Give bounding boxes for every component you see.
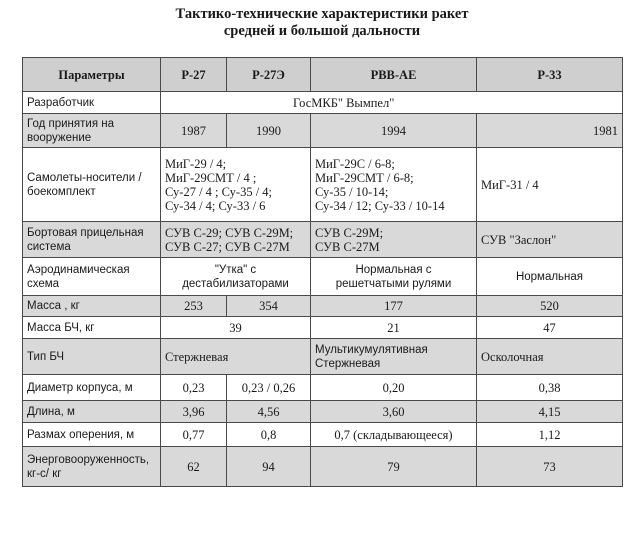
year-r33: 1981 — [477, 114, 623, 148]
warhead-type-rvv-line: Мультикумулятивная — [315, 343, 428, 356]
carriers-r27 — [161, 148, 311, 222]
energy-rvv-ae: 79 — [311, 447, 477, 487]
aero-r27 — [161, 258, 311, 296]
row-label: Год принятия на вооружение — [23, 114, 161, 148]
row-label: Энерговооруженность, кг-с/ кг — [23, 447, 161, 487]
diameter-r27: 0,23 — [161, 375, 227, 401]
warhead-type-rvv-line: Стержневая — [315, 357, 381, 370]
diameter-r27e: 0,23 / 0,26 — [227, 375, 311, 401]
table-row-year — [23, 114, 623, 148]
aero-rvv-ae — [311, 258, 477, 296]
warhead-mass-r33: 47 — [477, 317, 623, 339]
aero-rvv-line: решетчатыми рулями — [335, 277, 452, 290]
row-label: Аэродинамическая схема — [23, 258, 161, 296]
length-r33: 4,15 — [477, 401, 623, 423]
carriers-r27-line: МиГ-29 / 4; — [165, 156, 227, 171]
span-r33: 1,12 — [477, 423, 623, 447]
header-r33: Р-33 — [477, 58, 623, 92]
warhead-mass-r27: 39 — [161, 317, 311, 339]
table-row-length — [23, 401, 623, 423]
length-rvv-ae: 3,60 — [311, 401, 477, 423]
carriers-r27-line: Су-27 / 4 ; Су-35 / 4; — [165, 184, 273, 199]
aero-r27-line: "Утка" с — [214, 263, 257, 276]
warhead-type-rvv-ae — [311, 339, 477, 375]
energy-r27e: 94 — [227, 447, 311, 487]
row-label: Тип БЧ — [23, 339, 161, 375]
table-row-mass — [23, 296, 623, 317]
carriers-rvv-line: МиГ-29СМТ / 6-8; — [315, 170, 414, 185]
carriers-rvv-ae — [311, 148, 477, 222]
mass-r27: 253 — [161, 296, 227, 317]
row-label: Разработчик — [23, 92, 161, 114]
header-rvv-ae: РВВ-АЕ — [311, 58, 477, 92]
length-r27e: 4,56 — [227, 401, 311, 423]
mass-rvv-ae: 177 — [311, 296, 477, 317]
aero-rvv-line: Нормальная с — [355, 263, 432, 276]
table-row-aero — [23, 258, 623, 296]
header-r27e: Р-27Э — [227, 58, 311, 92]
sighting-r27-line: СУВ С-27; СУВ С-27М — [165, 239, 290, 254]
mass-r33: 520 — [477, 296, 623, 317]
carriers-r33: МиГ-31 / 4 — [477, 148, 623, 222]
carriers-r27-line: МиГ-29СМТ / 4 ; — [165, 170, 257, 185]
warhead-type-r27: Стержневая — [161, 339, 311, 375]
sighting-r27-line: СУВ С-29; СУВ С-29М; — [165, 225, 294, 240]
aero-r27-line: дестабилизаторами — [182, 277, 289, 290]
span-r27e: 0,8 — [227, 423, 311, 447]
sighting-r33: СУВ "Заслон" — [477, 222, 623, 258]
sighting-rvv-line: СУВ С-29М; — [315, 225, 384, 240]
year-r27e: 1990 — [227, 114, 311, 148]
table-row-carriers — [23, 148, 623, 222]
energy-r27: 62 — [161, 447, 227, 487]
sighting-r27 — [161, 222, 311, 258]
year-r27: 1987 — [161, 114, 227, 148]
developer-value: ГосМКБ" Вымпел" — [161, 92, 623, 114]
row-label: Диаметр корпуса, м — [23, 375, 161, 401]
table-row-span — [23, 423, 623, 447]
diameter-rvv-ae: 0,20 — [311, 375, 477, 401]
row-label: Масса БЧ, кг — [23, 317, 161, 339]
row-label: Длина, м — [23, 401, 161, 423]
row-label: Размах оперения, м — [23, 423, 161, 447]
diameter-r33: 0,38 — [477, 375, 623, 401]
row-label: Масса , кг — [23, 296, 161, 317]
warhead-type-r33: Осколочная — [477, 339, 623, 375]
span-r27: 0,77 — [161, 423, 227, 447]
year-rvv-ae: 1994 — [311, 114, 477, 148]
header-r27: Р-27 — [161, 58, 227, 92]
table-row-developer — [23, 92, 623, 114]
warhead-mass-rvv-ae: 21 — [311, 317, 477, 339]
length-r27: 3,96 — [161, 401, 227, 423]
row-label: Самолеты-носители / боекомплект — [23, 148, 161, 222]
mass-r27e: 354 — [227, 296, 311, 317]
row-label: Бортовая прицельная система — [23, 222, 161, 258]
carriers-rvv-line: Су-34 / 12; Су-33 / 10-14 — [315, 198, 445, 213]
title-line-2: средней и большой дальности — [223, 23, 421, 39]
table-row-warhead-type — [23, 339, 623, 375]
carriers-rvv-line: Су-35 / 10-14; — [315, 184, 389, 199]
title-line-1: Тактико-технические характеристики ракет — [175, 6, 469, 22]
carriers-rvv-line: МиГ-29С / 6-8; — [315, 156, 395, 171]
page-title — [0, 6, 644, 40]
carriers-r27-line: Су-34 / 4; Су-33 / 6 — [165, 198, 266, 213]
aero-r33: Нормальная — [477, 258, 623, 296]
table-header-row — [23, 58, 623, 92]
specs-table — [22, 57, 623, 487]
table-row-warhead-mass — [23, 317, 623, 339]
table-row-sighting — [23, 222, 623, 258]
sighting-rvv-ae — [311, 222, 477, 258]
sighting-rvv-line: СУВ С-27М — [315, 239, 380, 254]
table-row-diameter — [23, 375, 623, 401]
header-params: Параметры — [23, 58, 161, 92]
span-rvv-ae: 0,7 (складывающееся) — [311, 423, 477, 447]
energy-r33: 73 — [477, 447, 623, 487]
table-row-energy — [23, 447, 623, 487]
